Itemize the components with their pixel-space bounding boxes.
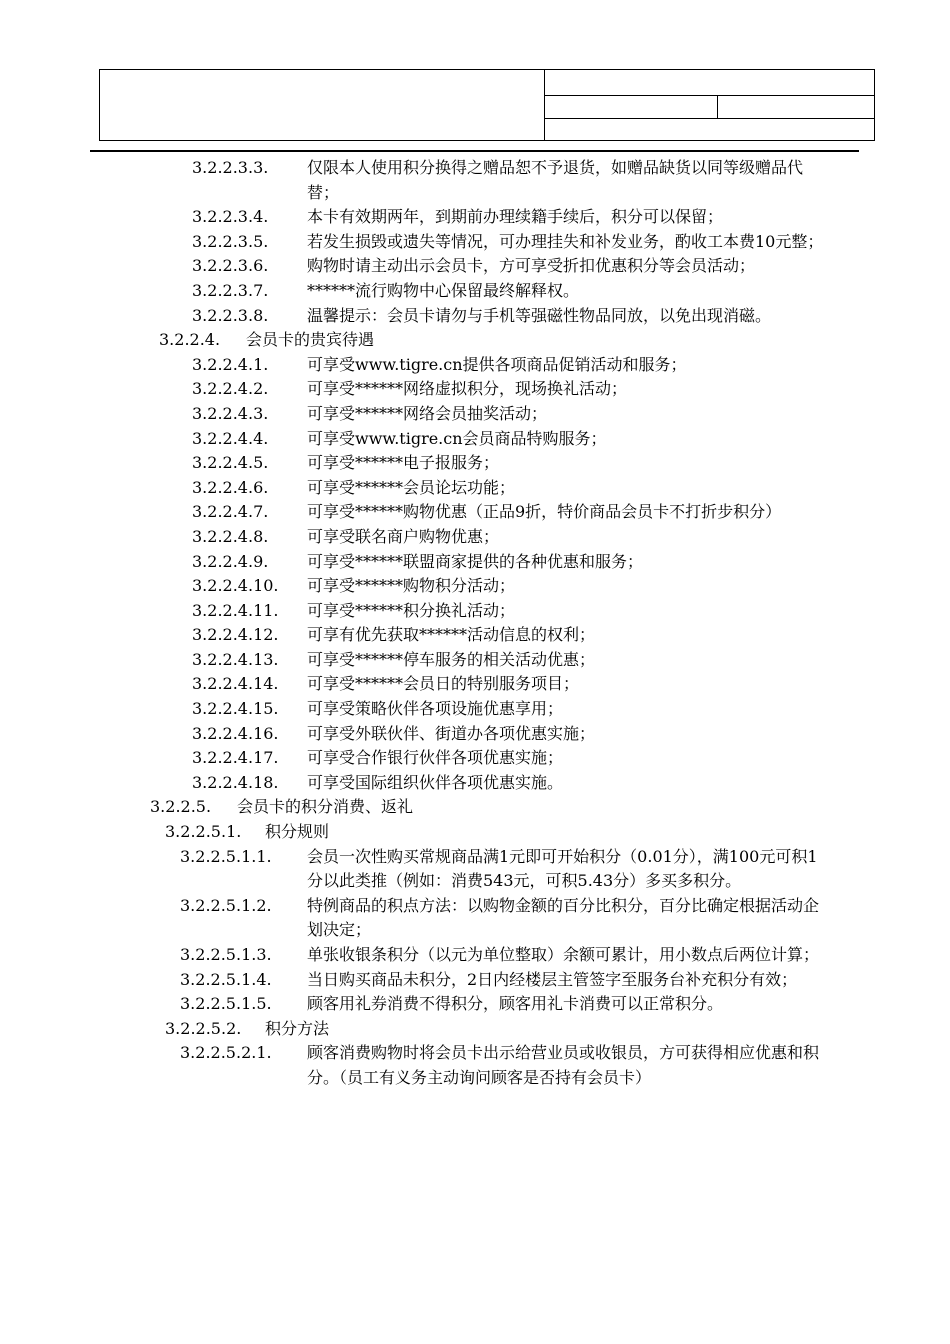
- item-number: 3.2.2.3.3.: [192, 158, 269, 177]
- list-item: [0, 599, 950, 624]
- item-number: 3.2.2.4.2.: [192, 379, 269, 399]
- list-item: [0, 623, 950, 648]
- item-number: 3.2.2.4.8.: [192, 526, 269, 546]
- item-number: 3.2.2.4.13.: [192, 649, 279, 669]
- item-text: 可享受******会员论坛功能；: [307, 477, 516, 497]
- item-number: 3.2.2.4.: [159, 330, 221, 350]
- item-number: 3.2.2.3.6.: [192, 256, 269, 276]
- item-text: 可享受******电子报服务；: [307, 453, 500, 473]
- item-number: 3.2.2.4.3.: [192, 403, 269, 423]
- list-item: [0, 1041, 950, 1090]
- list-item: [0, 205, 950, 230]
- list-item: [0, 230, 950, 255]
- list-item: [0, 992, 950, 1017]
- list-item: [0, 894, 950, 943]
- list-item: [0, 648, 950, 673]
- item-text: 可享受www.tigre.cn会员商品特购服务；: [307, 428, 607, 448]
- item-text: 可享受******积分换礼活动；: [307, 600, 516, 620]
- item-number: 3.2.2.5.: [150, 797, 212, 817]
- header-rule: [90, 150, 859, 152]
- item-number: 3.2.2.5.1.: [165, 822, 242, 842]
- item-text: 仅限本人使用积分换得之赠品恕不予退货，如赠品缺货以同等级赠品代替；: [307, 158, 804, 202]
- list-item: [0, 402, 950, 427]
- header-table: [99, 69, 875, 141]
- item-number: 3.2.2.4.17.: [192, 748, 279, 768]
- item-number: 3.2.2.4.5.: [192, 453, 269, 473]
- item-text: 顾客用礼券消费不得积分，顾客用礼卡消费可以正常积分。: [307, 994, 724, 1014]
- item-number: 3.2.2.4.15.: [192, 699, 279, 719]
- item-text: 可享受外联伙伴、街道办各项优惠实施；: [307, 723, 596, 743]
- item-text: 购物时请主动出示会员卡，方可享受折扣优惠积分等会员活动；: [307, 256, 756, 276]
- list-item: [0, 279, 950, 304]
- item-number: 3.2.2.5.2.1.: [180, 1043, 272, 1063]
- item-number: 3.2.2.4.18.: [192, 772, 279, 792]
- item-text: 特例商品的积点方法：以购物金额的百分比积分，百分比确定根据活动企划决定；: [307, 895, 820, 940]
- item-number: 3.2.2.4.9.: [192, 551, 269, 571]
- item-number: 3.2.2.5.1.3.: [180, 945, 272, 964]
- header-divider: [544, 95, 874, 96]
- list-item: [0, 550, 950, 575]
- list-item: [0, 697, 950, 722]
- item-number: 3.2.2.4.16.: [192, 723, 279, 743]
- item-text: 若发生损毁或遗失等情况，可办理挂失和补发业务，酌收工本费10元整；: [307, 231, 824, 251]
- item-number: 3.2.2.4.10.: [192, 576, 279, 596]
- header-divider: [544, 70, 545, 140]
- item-text: 当日购买商品未积分，2日内经楼层主管签字至服务台补充积分有效；: [307, 969, 798, 989]
- item-text: 可享受******购物优惠（正品9折，特价商品会员卡不打折步积分）: [307, 502, 782, 522]
- item-number: 3.2.2.5.1.1.: [180, 846, 272, 866]
- list-item: [0, 746, 950, 771]
- item-number: 3.2.2.4.11.: [192, 600, 279, 620]
- item-text: 可享受联名商户购物优惠；: [307, 526, 500, 546]
- item-number: 3.2.2.5.1.4.: [180, 969, 272, 989]
- list-item: [0, 672, 950, 697]
- list-item: [0, 845, 950, 894]
- item-number: 3.2.2.4.4.: [192, 428, 269, 448]
- list-item: [0, 943, 950, 968]
- item-number: 3.2.2.4.12.: [192, 625, 279, 645]
- item-text: 可享受******停车服务的相关活动优惠；: [307, 649, 596, 669]
- item-number: 3.2.2.4.7.: [192, 502, 269, 522]
- item-text: 顾客消费购物时将会员卡出示给营业员或收银员，方可获得相应优惠和积分。（员工有义务主动询问顾客是否持有会员卡）: [307, 1043, 820, 1087]
- item-number: 3.2.2.4.6.: [192, 477, 269, 497]
- list-item: [0, 254, 950, 279]
- item-text: 会员卡的贵宾待遇: [246, 330, 375, 350]
- item-text: 可享有优先获取******活动信息的权利；: [307, 625, 596, 645]
- document-body: [0, 156, 950, 1091]
- item-text: 积分方法: [265, 1018, 330, 1038]
- item-number: 3.2.2.3.8.: [192, 305, 269, 325]
- header-divider: [544, 118, 874, 119]
- item-number: 3.2.2.4.1.: [192, 354, 269, 374]
- list-item: [0, 820, 950, 845]
- item-text: 可享受******会员日的特别服务项目；: [307, 674, 580, 694]
- list-item: [0, 328, 950, 353]
- item-text: 可享受策略伙伴各项设施优惠享用；: [307, 699, 564, 719]
- item-text: 可享受******网络会员抽奖活动；: [307, 403, 548, 423]
- list-item: [0, 353, 950, 378]
- header-divider: [717, 95, 718, 118]
- item-number: 3.2.2.3.5.: [192, 231, 269, 251]
- list-item: [0, 304, 950, 329]
- item-text: ******流行购物中心保留最终解释权。: [307, 280, 580, 300]
- item-number: 3.2.2.3.7.: [192, 280, 269, 300]
- list-item: [0, 771, 950, 796]
- list-item: [0, 427, 950, 452]
- item-text: 可享受******网络虚拟积分，现场换礼活动；: [307, 379, 628, 399]
- list-item: [0, 377, 950, 402]
- list-item: [0, 968, 950, 993]
- item-text: 会员卡的积分消费、返礼: [237, 797, 414, 817]
- list-item: [0, 1017, 950, 1042]
- list-item: [0, 722, 950, 747]
- item-text: 可享受合作银行伙伴各项优惠实施；: [307, 748, 564, 768]
- item-number: 3.2.2.4.14.: [192, 674, 279, 694]
- list-item: [0, 525, 950, 550]
- item-number: 3.2.2.5.1.2.: [180, 895, 272, 915]
- item-text: 会员一次性购买常规商品满1元即可开始积分（0.01分），满100元可积1分以此类推（例如：消费543元，可积5.43分）多买多积分。: [307, 846, 818, 891]
- item-text: 积分规则: [265, 822, 330, 842]
- item-number: 3.2.2.5.1.5.: [180, 994, 272, 1014]
- list-item: [0, 451, 950, 476]
- item-number: 3.2.2.5.2.: [165, 1018, 242, 1038]
- item-text: 可享受国际组织伙伴各项优惠实施。: [307, 772, 564, 792]
- item-text: 温馨提示：会员卡请勿与手机等强磁性物品同放，以免出现消磁。: [307, 305, 772, 325]
- item-text: 可享受www.tigre.cn提供各项商品促销活动和服务；: [307, 354, 687, 374]
- list-item: [0, 500, 950, 525]
- list-item: [0, 476, 950, 501]
- item-text: 单张收银条积分（以元为单位整取）余额可累计，用小数点后两位计算；: [307, 945, 820, 964]
- list-item: [0, 156, 950, 205]
- item-text: 可享受******购物积分活动；: [307, 576, 516, 596]
- list-item: [0, 795, 950, 820]
- item-text: 本卡有效期两年，到期前办理续籍手续后，积分可以保留；: [307, 207, 724, 227]
- list-item: [0, 574, 950, 599]
- item-text: 可享受******联盟商家提供的各种优惠和服务；: [307, 551, 644, 571]
- item-number: 3.2.2.3.4.: [192, 207, 269, 227]
